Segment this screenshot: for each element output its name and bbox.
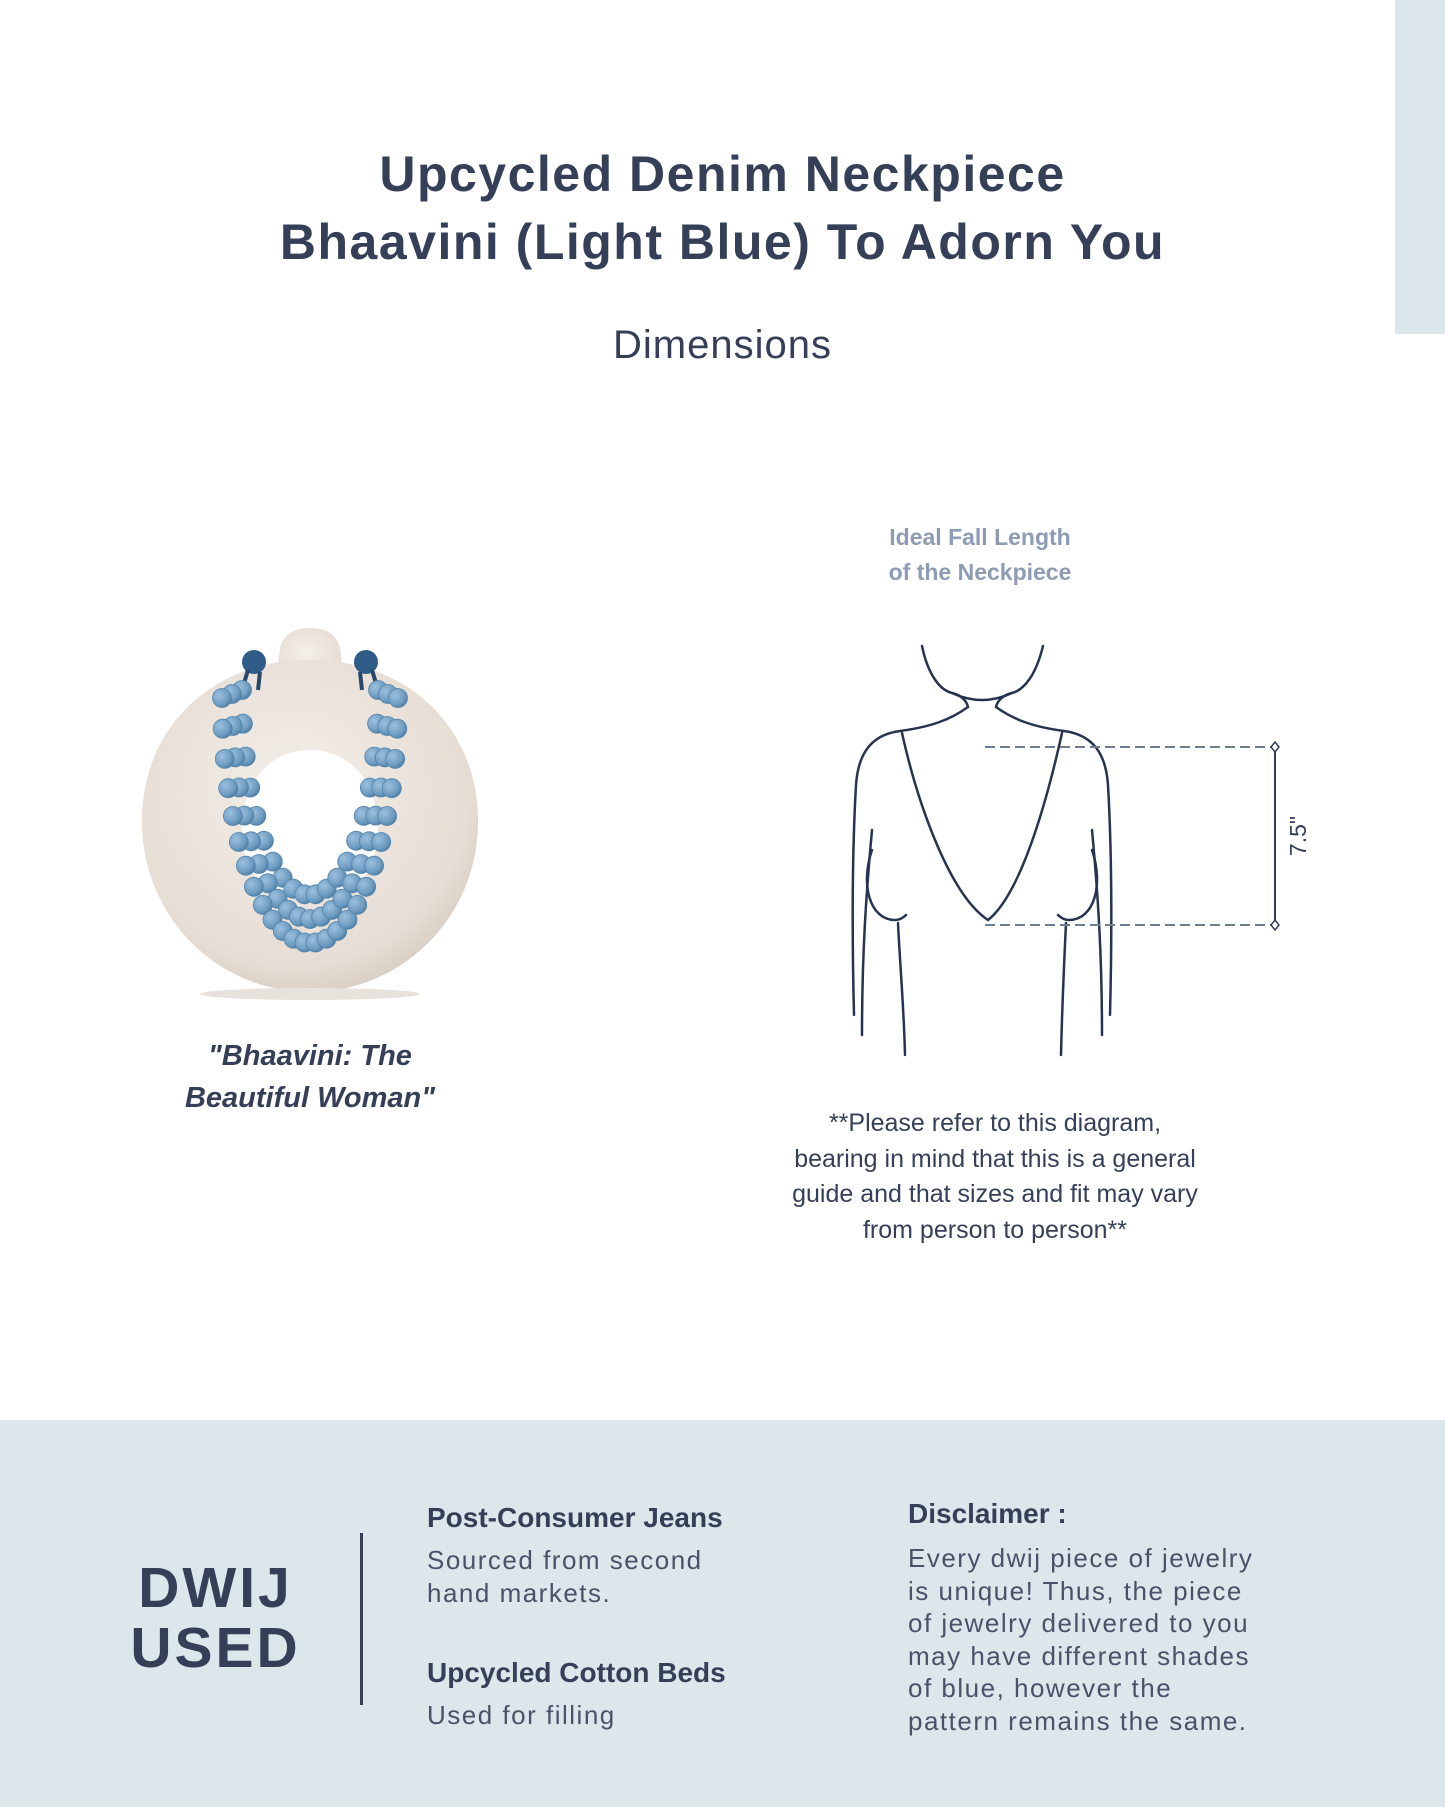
title-line-2: Bhaavini (Light Blue) To Adorn You [279,214,1166,270]
material-text-cotton [427,1699,616,1732]
bead [372,833,391,852]
section-subtitle: Dimensions [613,323,832,367]
bead [357,877,376,896]
bead [365,856,384,875]
disclaimer-text [908,1542,1253,1737]
body-fit-diagram [800,635,1330,1060]
disclaimer-line: Every dwij piece of jewelry [908,1543,1254,1573]
bead [219,779,238,798]
bead [382,779,401,798]
material-text-line: Used for filling [427,1700,616,1730]
bead [213,689,232,708]
caption-line-1: "Bhaavini: The [208,1040,412,1072]
bead [229,833,248,852]
material-heading-jeans: Post-Consumer Jeans [427,1502,723,1533]
diagram-note [735,1106,1255,1248]
note-line: **Please refer to this diagram, [828,1109,1162,1137]
disclaimer-line: may have different shades [908,1640,1250,1671]
brand-line-2: USED [130,1616,301,1680]
bead [388,719,407,738]
caption-line-2: Beautiful Woman" [184,1082,436,1114]
measurement-value: 7.5" [1285,815,1312,857]
bead [389,689,408,708]
note-line: from person to person** [862,1215,1128,1244]
bead [244,877,263,896]
body-outline [853,646,1112,1055]
disclaimer-line: of jewelry delivered to you [908,1608,1250,1638]
measurement-guides [985,747,1272,925]
bead [215,749,234,768]
bead [236,856,255,875]
fall-label-line-1: Ideal Fall Length [889,524,1071,550]
disclaimer-heading: Disclaimer : [908,1498,1067,1529]
material-text-line: hand markets. [427,1577,612,1608]
disclaimer-line: pattern remains the same. [908,1705,1248,1736]
material-text-line: Sourced from second [427,1545,703,1575]
disclaimer-line: is unique! Thus, the piece [908,1575,1243,1606]
footer-divider [360,1533,363,1705]
fall-label-line-2: of the Neckpiece [888,559,1072,585]
bead [386,749,405,768]
product-caption [130,1035,490,1119]
brand-line-1: DWIJ [138,1556,293,1620]
material-heading-cotton: Upcycled Cotton Beds [427,1657,726,1688]
disclaimer-line: of blue, however the [908,1673,1173,1703]
material-text-jeans [427,1544,703,1609]
note-line: bearing in mind that this is a general [794,1144,1196,1173]
product-image [130,620,490,1005]
bead [223,807,242,826]
note-line: guide and that sizes and fit may vary [792,1180,1198,1208]
page-title [0,140,1445,276]
title-line-1: Upcycled Denim Neckpiece [379,146,1066,202]
bead [378,807,397,826]
fall-length-label [830,520,1130,590]
bead [348,895,367,914]
brand-mark [128,1558,303,1678]
bead [213,719,232,738]
